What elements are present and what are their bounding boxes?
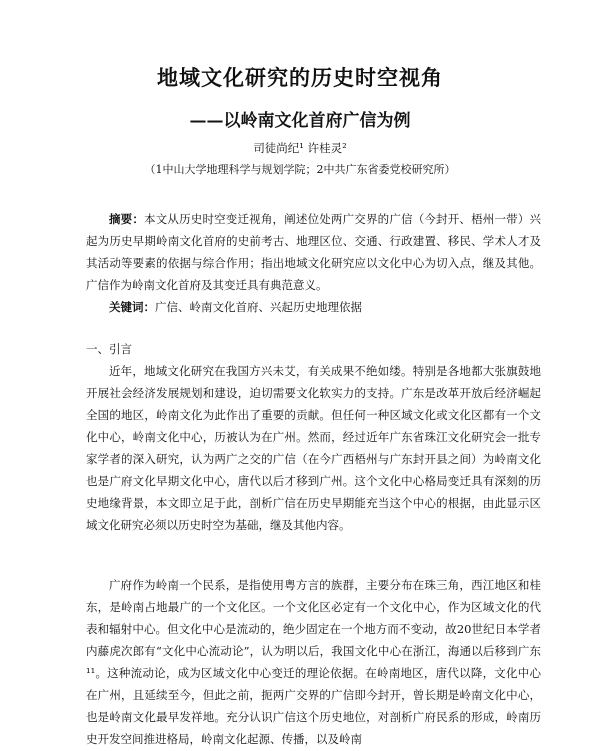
body-paragraph-2: 广府作为岭南一个民系，是指使用粤方言的族群，主要分布在珠三角，西江地区和桂东，是岭南占地最广的一个文化区。一个文化区必定有一个文化中心，作为区域文化的代表和辐射中心。但文化中心是流动的，绝少固定在一个地方而不变动，故20世纪日本学者内藤虎次郎有“文化中心流动论”，认为明以后，我国文化中心在浙江，海通以后移到广东¹¹。这种流动论，成为区域文化中心变迁的理论依据。在岭南地区，唐代以降，文化中心在广州，且延续至今，但此之前，扼两广交界的广信即今封开，曾长期是岭南文化中心，也是岭南文化最早发祥地。充分认识广信这个历史地位，对剖析广府民系的形成，岭南历史开发空间推进格局，岭南文化起源、传播，以及岭南: [86, 578, 541, 746]
keywords-label: 关键词：: [109, 300, 155, 314]
keywords-text: 广信、岭南文化首府、兴起历史地理依据: [155, 300, 362, 314]
abstract-label: 摘要：: [109, 212, 145, 226]
affiliation-line: （1中山大学地理科学与规划学院；2中共广东省委党校研究所）: [144, 163, 456, 176]
abstract-text: 本文从历史时空变迁视角，阐述位处两广交界的广信（今封开、梧州一带）兴起为历史早期岭南文化首府的史前考古、地理区位、交通、行政建置、移民、学术人才及其活动等要素的依据与综合作用；指出地域文化研究应以文化中心为切入点，继及其他。广信作为岭南文化首府及其变迁具有典范意义。: [86, 212, 542, 292]
body-paragraph-1: 近年，地域文化研究在我国方兴未艾，有关成果不绝如缕。特别是各地都大张旗鼓地开展社会经济发展规划和建设，迫切需要文化软实力的支持。广东是改革开放后经济崛起全国的地区，岭南文化为此作出了重要的贡献。但任何一种区域文化或文化区都有一个文化中心，岭南文化中心，历被认为在广州。然而，经过近年广东省珠江文化研究会一批专家学者的深入研究，认为两广之交的广信（在今广西梧州与广东封开县之间）为岭南文化也是广府文化早期文化中心，唐代以后才移到广州。这个文化中心格局变迁具有深刻的历史地缘背景，本文即立足于此，剖析广信在历史早期能充当这个中心的根据，由此显示区域文化研究必须以历史时空为基础，继及其他内容。: [86, 364, 541, 532]
keywords: [86, 296, 541, 318]
author-line: 司徒尚纪¹ 许桂灵²: [253, 141, 347, 155]
section-heading-introduction: 一、引言: [86, 342, 132, 356]
paper-subtitle: ——以岭南文化首府广信为例: [189, 111, 411, 131]
abstract: [86, 208, 541, 296]
paper-title: 地域文化研究的历史时空视角: [157, 65, 443, 90]
